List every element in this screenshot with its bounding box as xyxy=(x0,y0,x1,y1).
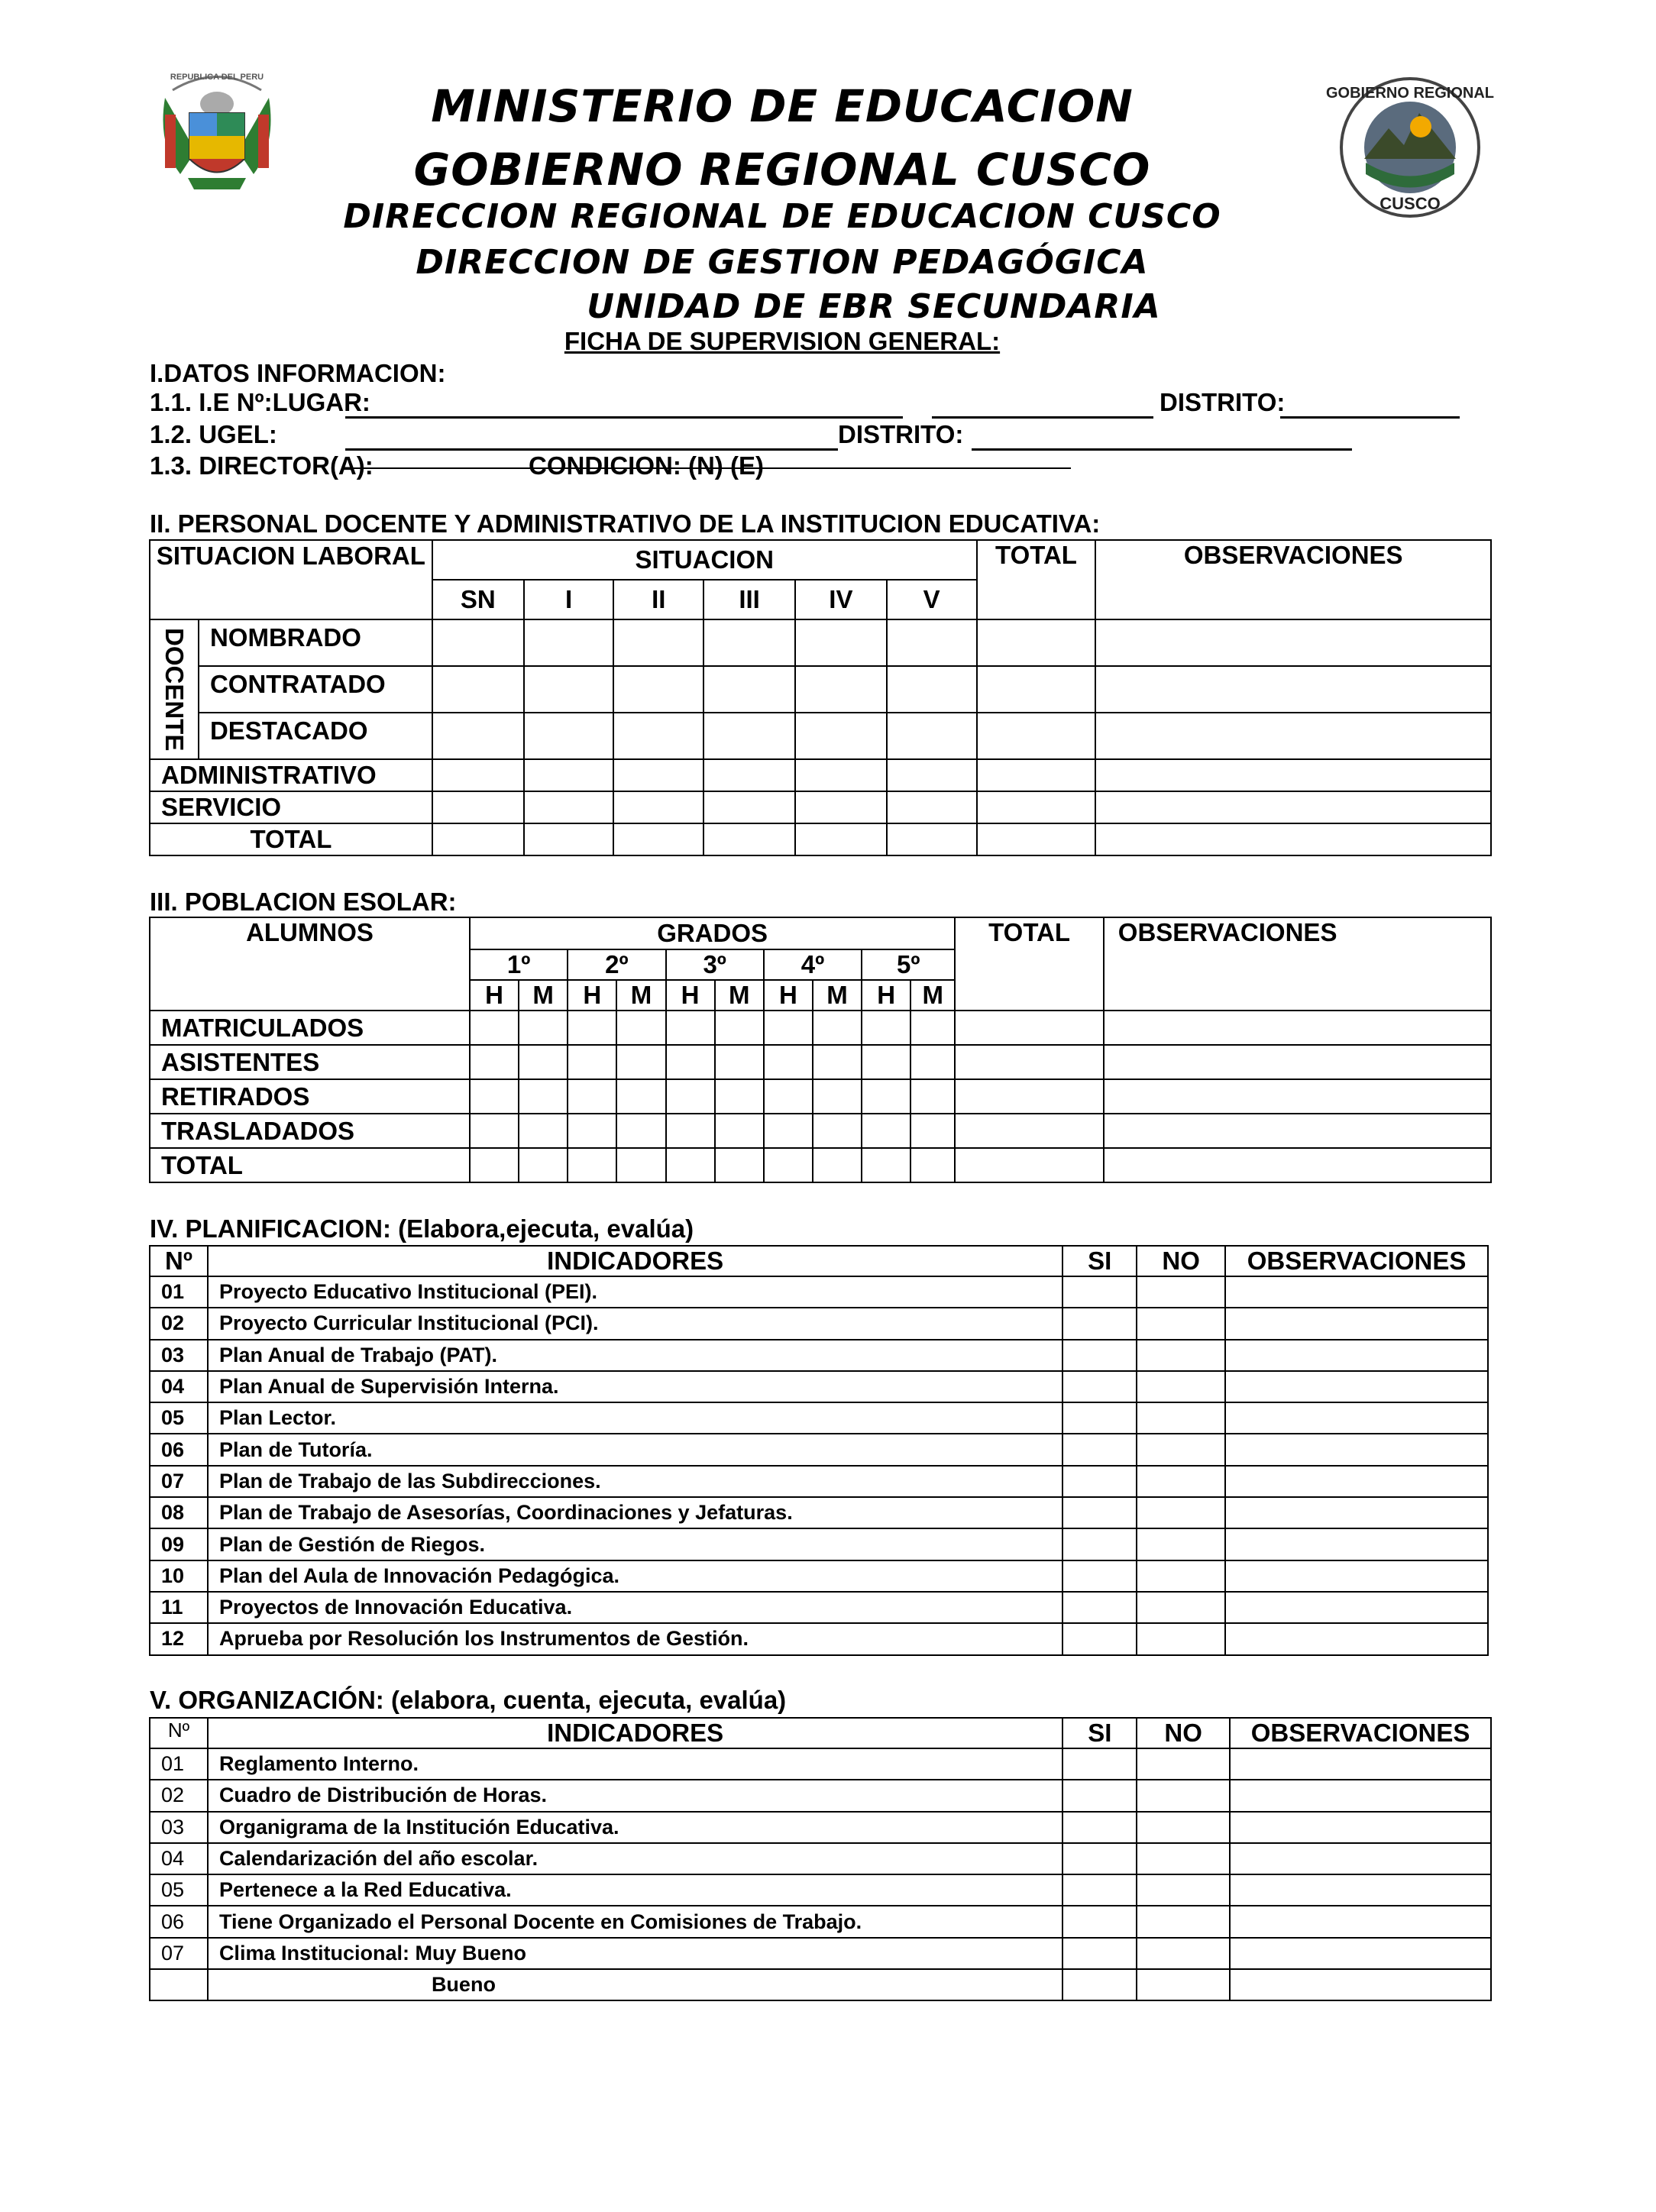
no-cell[interactable] xyxy=(1137,1497,1225,1528)
observaciones-header-3: OBSERVACIONES xyxy=(1104,917,1491,1011)
m-col: M xyxy=(715,980,764,1011)
h-col: H xyxy=(666,980,715,1011)
si-cell[interactable] xyxy=(1062,1780,1137,1811)
indicator-row xyxy=(150,1560,1488,1592)
observaciones-cell[interactable] xyxy=(1230,1906,1491,1937)
col-si: SI xyxy=(1062,1246,1137,1276)
indicator-number: 04 xyxy=(150,1843,208,1874)
observaciones-cell[interactable] xyxy=(1230,1748,1491,1780)
observaciones-cell[interactable] xyxy=(1230,1780,1491,1811)
si-cell[interactable] xyxy=(1062,1276,1137,1308)
indicator-row xyxy=(150,1402,1488,1434)
col-numero: Nº xyxy=(150,1246,208,1276)
ie-lugar-field[interactable] xyxy=(345,416,903,419)
col-si: SI xyxy=(1062,1718,1137,1748)
distrito1-field[interactable] xyxy=(1280,416,1460,419)
indicator-row xyxy=(150,1276,1488,1308)
indicator-row xyxy=(150,1938,1491,1969)
indicator-number: 11 xyxy=(150,1592,208,1623)
col-v: V xyxy=(887,580,977,619)
indicator-text: Calendarización del año escolar. xyxy=(208,1843,1062,1874)
col-sn: SN xyxy=(432,580,524,619)
section1-title: I.DATOS INFORMACION: xyxy=(150,359,446,387)
indicator-row xyxy=(150,1308,1488,1339)
alumnos-header: ALUMNOS xyxy=(150,917,470,1011)
observaciones-cell[interactable] xyxy=(1225,1276,1488,1308)
ugel-field[interactable] xyxy=(345,448,838,451)
grade-1: 1º xyxy=(470,949,568,980)
indicator-row xyxy=(150,1340,1488,1371)
indicator-text: Plan de Gestión de Riegos. xyxy=(208,1528,1062,1560)
col-observaciones: OBSERVACIONES xyxy=(1230,1718,1491,1748)
indicator-number: 01 xyxy=(150,1276,208,1308)
si-cell[interactable] xyxy=(1062,1497,1137,1528)
si-cell[interactable] xyxy=(1062,1938,1137,1969)
indicator-row xyxy=(150,1466,1488,1497)
indicator-row xyxy=(150,1748,1491,1780)
no-cell[interactable] xyxy=(1137,1308,1225,1339)
ie-number-field[interactable] xyxy=(932,416,1153,419)
row-destacado: DESTACADO xyxy=(199,713,432,759)
si-cell[interactable] xyxy=(1062,1592,1137,1623)
header-line-1: MINISTERIO DE EDUCACION xyxy=(431,80,1134,132)
observaciones-cell[interactable] xyxy=(1230,1938,1491,1969)
indicator-number: 03 xyxy=(150,1340,208,1371)
indicator-number: 02 xyxy=(150,1780,208,1811)
indicator-number: 06 xyxy=(150,1434,208,1465)
indicator-row xyxy=(150,1623,1488,1654)
si-cell[interactable] xyxy=(1062,1874,1137,1906)
si-cell[interactable] xyxy=(1062,1308,1137,1339)
col-iv: IV xyxy=(795,580,887,619)
no-cell[interactable] xyxy=(1137,1843,1230,1874)
indicator-text: Plan Anual de Supervisión Interna. xyxy=(208,1371,1062,1402)
situacion-laboral-header: SITUACION LABORAL xyxy=(150,540,432,619)
indicator-text: Plan de Trabajo de Asesorías, Coordinaciones y Jefaturas. xyxy=(208,1497,1062,1528)
ugel-label: 1.2. UGEL: xyxy=(150,420,277,448)
grade-3: 3º xyxy=(666,949,764,980)
observaciones-cell[interactable] xyxy=(1225,1308,1488,1339)
header-line-3: DIRECCION REGIONAL DE EDUCACION CUSCO xyxy=(343,197,1221,236)
indicator-text: Plan del Aula de Innovación Pedagógica. xyxy=(208,1560,1062,1592)
col-observaciones: OBSERVACIONES xyxy=(1225,1246,1488,1276)
si-cell[interactable] xyxy=(1062,1434,1137,1465)
row-administrativo: ADMINISTRATIVO xyxy=(150,759,432,791)
indicator-text: Plan Anual de Trabajo (PAT). xyxy=(208,1340,1062,1371)
si-cell[interactable] xyxy=(1062,1340,1137,1371)
observaciones-cell[interactable] xyxy=(1225,1466,1488,1497)
observaciones-cell[interactable] xyxy=(1230,1874,1491,1906)
header-line-2: GOBIERNO REGIONAL CUSCO xyxy=(413,144,1151,196)
indicator-number xyxy=(150,1969,208,2000)
row-contratado: CONTRATADO xyxy=(199,666,432,713)
indicator-row xyxy=(150,1906,1491,1937)
indicator-row xyxy=(150,1497,1488,1528)
h-col: H xyxy=(862,980,910,1011)
observaciones-cell[interactable] xyxy=(1225,1434,1488,1465)
indicator-text: Proyecto Curricular Institucional (PCI). xyxy=(208,1308,1062,1339)
header-line-4: DIRECCION DE GESTION PEDAGÓGICA xyxy=(416,243,1149,282)
si-cell[interactable] xyxy=(1062,1748,1137,1780)
observaciones-cell[interactable] xyxy=(1230,1969,1491,2000)
total-header: TOTAL xyxy=(977,540,1096,619)
planificacion-table xyxy=(149,1245,1489,1656)
col-iii: III xyxy=(703,580,795,619)
observaciones-cell[interactable] xyxy=(1225,1402,1488,1434)
indicator-text: Aprueba por Resolución los Instrumentos de Gestión. xyxy=(208,1623,1062,1654)
grados-header: GRADOS xyxy=(470,917,955,949)
col-i: I xyxy=(524,580,614,619)
poblacion-table xyxy=(149,917,1492,1183)
seal-text-republica: REPUBLICA DEL PERU xyxy=(170,73,264,82)
no-cell[interactable] xyxy=(1137,1528,1225,1560)
section2-title: II. PERSONAL DOCENTE Y ADMINISTRATIVO DE LA INSTITUCION EDUCATIVA: xyxy=(150,509,1101,538)
indicator-number: 07 xyxy=(150,1466,208,1497)
si-cell[interactable] xyxy=(1062,1969,1137,2000)
distrito2-label: DISTRITO: xyxy=(838,420,964,448)
indicator-text: Plan Lector. xyxy=(208,1402,1062,1434)
si-cell[interactable] xyxy=(1062,1466,1137,1497)
indicator-row xyxy=(150,1434,1488,1465)
indicator-number: 07 xyxy=(150,1938,208,1969)
indicator-text: Plan de Tutoría. xyxy=(208,1434,1062,1465)
indicator-row xyxy=(150,1528,1488,1560)
si-cell[interactable] xyxy=(1062,1528,1137,1560)
indicator-number: 09 xyxy=(150,1528,208,1560)
observaciones-cell[interactable] xyxy=(1225,1560,1488,1592)
organizacion-table xyxy=(149,1717,1492,2001)
ie-lugar-label: 1.1. I.E Nº:LUGAR: xyxy=(150,388,370,416)
row-total: TOTAL xyxy=(150,823,432,855)
no-cell[interactable] xyxy=(1137,1906,1230,1937)
row-matriculados: MATRICULADOS xyxy=(150,1011,470,1045)
m-col: M xyxy=(910,980,955,1011)
observaciones-cell[interactable] xyxy=(1225,1497,1488,1528)
observaciones-cell[interactable] xyxy=(1225,1340,1488,1371)
col-no: NO xyxy=(1137,1246,1225,1276)
indicator-text: Proyectos de Innovación Educativa. xyxy=(208,1592,1062,1623)
no-cell[interactable] xyxy=(1137,1466,1225,1497)
grade-2: 2º xyxy=(568,949,665,980)
indicator-number: 08 xyxy=(150,1497,208,1528)
row-asistentes: ASISTENTES xyxy=(150,1045,470,1079)
no-cell[interactable] xyxy=(1137,1402,1225,1434)
observaciones-header: OBSERVACIONES xyxy=(1095,540,1491,619)
no-cell[interactable] xyxy=(1137,1812,1230,1843)
observaciones-cell[interactable] xyxy=(1225,1371,1488,1402)
indicator-number: 06 xyxy=(150,1906,208,1937)
si-cell[interactable] xyxy=(1062,1371,1137,1402)
indicator-text: Organigrama de la Institución Educativa. xyxy=(208,1812,1062,1843)
col-ii: II xyxy=(613,580,703,619)
indicator-number: 10 xyxy=(150,1560,208,1592)
no-cell[interactable] xyxy=(1137,1371,1225,1402)
row-nombrado: NOMBRADO xyxy=(199,619,432,666)
section5-title: V. ORGANIZACIÓN: (elabora, cuenta, ejecuta, evalúa) xyxy=(150,1686,787,1714)
logo-text-top: GOBIERNO REGIONAL xyxy=(1325,85,1495,102)
distrito1-label: DISTRITO: xyxy=(1160,388,1286,416)
indicator-text: Cuadro de Distribución de Horas. xyxy=(208,1780,1062,1811)
situacion-header: SITUACION xyxy=(432,540,977,580)
grade-4: 4º xyxy=(764,949,862,980)
si-cell[interactable] xyxy=(1062,1402,1137,1434)
si-cell[interactable] xyxy=(1062,1812,1137,1843)
indicator-number: 04 xyxy=(150,1371,208,1402)
h-col: H xyxy=(764,980,813,1011)
observaciones-cell[interactable] xyxy=(1230,1812,1491,1843)
no-cell[interactable] xyxy=(1137,1592,1225,1623)
indicator-row xyxy=(150,1874,1491,1906)
indicator-row xyxy=(150,1969,1491,2000)
indicator-text: Reglamento Interno. xyxy=(208,1748,1062,1780)
row-trasladados: TRASLADADOS xyxy=(150,1114,470,1148)
distrito2-field[interactable] xyxy=(972,448,1352,451)
indicator-number: 02 xyxy=(150,1308,208,1339)
col-indicadores: INDICADORES xyxy=(208,1718,1062,1748)
no-cell[interactable] xyxy=(1137,1623,1225,1654)
m-col: M xyxy=(616,980,665,1011)
header-line-5: UNIDAD DE EBR SECUNDARIA xyxy=(587,287,1161,326)
indicator-number: 05 xyxy=(150,1402,208,1434)
indicator-row xyxy=(150,1592,1488,1623)
condicion-label: CONDICION: (N) (E) xyxy=(529,451,764,480)
row-retirados: RETIRADOS xyxy=(150,1079,470,1114)
m-col: M xyxy=(519,980,568,1011)
h-col: H xyxy=(568,980,616,1011)
row-total-3: TOTAL xyxy=(150,1148,470,1182)
section4-title: IV. PLANIFICACION: (Elabora,ejecuta, evalúa) xyxy=(150,1214,694,1243)
observaciones-cell[interactable] xyxy=(1230,1843,1491,1874)
indicator-text: Pertenece a la Red Educativa. xyxy=(208,1874,1062,1906)
col-indicadores: INDICADORES xyxy=(208,1246,1062,1276)
indicator-text: Tiene Organizado el Personal Docente en Comisiones de Trabajo. xyxy=(208,1906,1062,1937)
indicator-number: 01 xyxy=(150,1748,208,1780)
total-header-3: TOTAL xyxy=(955,917,1103,1011)
si-cell[interactable] xyxy=(1062,1560,1137,1592)
indicator-number: 12 xyxy=(150,1623,208,1654)
si-cell[interactable] xyxy=(1062,1843,1137,1874)
indicator-row xyxy=(150,1780,1491,1811)
indicator-row xyxy=(150,1843,1491,1874)
director-label: 1.3. DIRECTOR(A): xyxy=(150,451,374,480)
clima-option-bueno: Bueno xyxy=(208,1969,1062,2000)
indicator-number: 03 xyxy=(150,1812,208,1843)
col-numero: Nº xyxy=(150,1718,208,1748)
no-cell[interactable] xyxy=(1137,1560,1225,1592)
docente-label: DOCENTE xyxy=(150,619,199,759)
no-cell[interactable] xyxy=(1137,1748,1230,1780)
indicator-text: Clima Institucional: Muy Bueno xyxy=(208,1938,1062,1969)
col-no: NO xyxy=(1137,1718,1230,1748)
section3-title: III. POBLACION ESOLAR: xyxy=(150,888,457,916)
no-cell[interactable] xyxy=(1137,1434,1225,1465)
no-cell[interactable] xyxy=(1137,1340,1225,1371)
si-cell[interactable] xyxy=(1062,1906,1137,1937)
director-field[interactable] xyxy=(345,467,1071,469)
h-col: H xyxy=(470,980,519,1011)
no-cell[interactable] xyxy=(1137,1276,1225,1308)
observaciones-cell[interactable] xyxy=(1225,1623,1488,1654)
no-cell[interactable] xyxy=(1137,1780,1230,1811)
observaciones-cell[interactable] xyxy=(1225,1592,1488,1623)
indicator-row xyxy=(150,1812,1491,1843)
no-cell[interactable] xyxy=(1137,1969,1230,2000)
no-cell[interactable] xyxy=(1137,1938,1230,1969)
form-title: FICHA DE SUPERVISION GENERAL: xyxy=(564,327,1001,355)
m-col: M xyxy=(813,980,862,1011)
indicator-number: 05 xyxy=(150,1874,208,1906)
no-cell[interactable] xyxy=(1137,1874,1230,1906)
indicator-row xyxy=(150,1371,1488,1402)
row-servicio: SERVICIO xyxy=(150,791,432,823)
personal-table xyxy=(149,539,1492,856)
logo-text-bottom: CUSCO xyxy=(1379,194,1441,213)
grade-5: 5º xyxy=(862,949,955,980)
indicator-text: Proyecto Educativo Institucional (PEI). xyxy=(208,1276,1062,1308)
indicator-text: Plan de Trabajo de las Subdirecciones. xyxy=(208,1466,1062,1497)
observaciones-cell[interactable] xyxy=(1225,1528,1488,1560)
si-cell[interactable] xyxy=(1062,1623,1137,1654)
